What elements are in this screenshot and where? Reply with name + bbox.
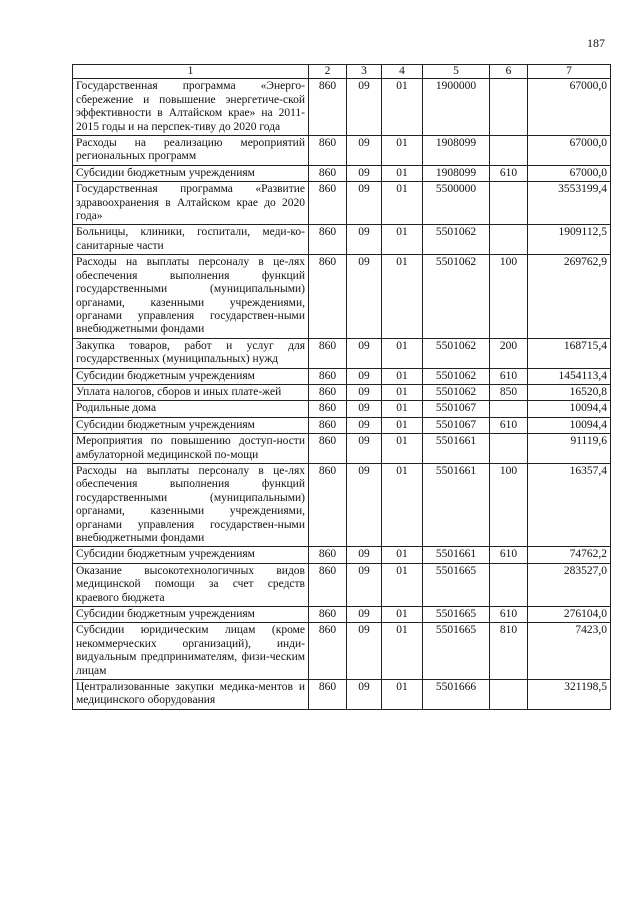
row-code-expense-type: 100 <box>490 255 528 338</box>
row-name: Субсидии бюджетным учреждениям <box>73 547 309 563</box>
table-row <box>73 623 611 680</box>
row-code-gr: 860 <box>309 680 347 710</box>
row-code-subsection: 01 <box>382 79 423 136</box>
row-code-target: 1908099 <box>423 165 490 181</box>
row-code-section: 09 <box>347 607 382 623</box>
row-amount: 1909112,5 <box>528 225 611 255</box>
row-code-subsection: 01 <box>382 434 423 464</box>
row-code-expense-type: 610 <box>490 607 528 623</box>
row-code-subsection: 01 <box>382 165 423 181</box>
row-code-section: 09 <box>347 547 382 563</box>
table-row <box>73 401 611 417</box>
row-amount: 10094,4 <box>528 417 611 433</box>
row-name: Родильные дома <box>73 401 309 417</box>
row-name: Закупка товаров, работ и услуг для государственных (муниципальных) нужд <box>73 338 309 368</box>
row-code-section: 09 <box>347 338 382 368</box>
row-code-section: 09 <box>347 368 382 384</box>
row-code-section: 09 <box>347 417 382 433</box>
row-code-target: 5501665 <box>423 607 490 623</box>
row-name: Субсидии бюджетным учреждениям <box>73 417 309 433</box>
row-code-gr: 860 <box>309 79 347 136</box>
row-code-section: 09 <box>347 136 382 166</box>
row-amount: 67000,0 <box>528 136 611 166</box>
row-name: Субсидии юридическим лицам (кроме некоммерческих организаций), инди-видуальным предпринимателям, физи-ческим лицам <box>73 623 309 680</box>
row-code-subsection: 01 <box>382 417 423 433</box>
header-col-7: 7 <box>528 65 611 79</box>
row-name: Расходы на выплаты персоналу в це-лях обеспечения выполнения функций государственными (муниципальными) органами, казенными учреждениями, органами управления государствен-ными внебюджетными фондами <box>73 463 309 546</box>
header-col-1: 1 <box>73 65 309 79</box>
row-code-target: 5501661 <box>423 463 490 546</box>
row-amount: 67000,0 <box>528 79 611 136</box>
row-code-expense-type <box>490 401 528 417</box>
row-code-section: 09 <box>347 79 382 136</box>
row-code-expense-type <box>490 434 528 464</box>
row-code-expense-type <box>490 79 528 136</box>
row-code-subsection: 01 <box>382 225 423 255</box>
row-amount: 3553199,4 <box>528 182 611 225</box>
table-row <box>73 417 611 433</box>
row-code-section: 09 <box>347 182 382 225</box>
table-row <box>73 225 611 255</box>
row-code-gr: 860 <box>309 607 347 623</box>
row-code-target: 5501062 <box>423 384 490 400</box>
row-code-gr: 860 <box>309 547 347 563</box>
row-code-section: 09 <box>347 463 382 546</box>
row-code-section: 09 <box>347 623 382 680</box>
row-code-subsection: 01 <box>382 547 423 563</box>
row-amount: 168715,4 <box>528 338 611 368</box>
table-row <box>73 338 611 368</box>
row-code-target: 5501062 <box>423 368 490 384</box>
row-name: Уплата налогов, сборов и иных плате-жей <box>73 384 309 400</box>
row-code-target: 1900000 <box>423 79 490 136</box>
row-code-section: 09 <box>347 255 382 338</box>
row-code-gr: 860 <box>309 255 347 338</box>
row-code-subsection: 01 <box>382 338 423 368</box>
row-code-gr: 860 <box>309 182 347 225</box>
table-row <box>73 547 611 563</box>
row-code-subsection: 01 <box>382 384 423 400</box>
header-col-6: 6 <box>490 65 528 79</box>
row-code-gr: 860 <box>309 563 347 606</box>
header-col-3: 3 <box>347 65 382 79</box>
table-row <box>73 563 611 606</box>
row-code-subsection: 01 <box>382 623 423 680</box>
row-name: Централизованные закупки медика-ментов и медицинского оборудования <box>73 680 309 710</box>
row-amount: 10094,4 <box>528 401 611 417</box>
table-row <box>73 136 611 166</box>
row-code-target: 5501665 <box>423 623 490 680</box>
budget-table <box>72 64 611 710</box>
row-amount: 276104,0 <box>528 607 611 623</box>
row-code-section: 09 <box>347 563 382 606</box>
row-code-subsection: 01 <box>382 136 423 166</box>
row-code-target: 1908099 <box>423 136 490 166</box>
row-code-gr: 860 <box>309 165 347 181</box>
table-row <box>73 384 611 400</box>
row-amount: 269762,9 <box>528 255 611 338</box>
table-row <box>73 463 611 546</box>
header-col-2: 2 <box>309 65 347 79</box>
row-code-expense-type: 200 <box>490 338 528 368</box>
row-code-gr: 860 <box>309 384 347 400</box>
row-name: Государственная программа «Энерго-сбережение и повышение энергетиче-ской эффективности в Алтайском крае» на 2011-2015 годы и на перспек-тиву до 2020 года <box>73 79 309 136</box>
table-row <box>73 255 611 338</box>
table-row <box>73 368 611 384</box>
row-code-target: 5501666 <box>423 680 490 710</box>
row-code-expense-type <box>490 225 528 255</box>
row-code-section: 09 <box>347 225 382 255</box>
row-code-target: 5500000 <box>423 182 490 225</box>
row-code-gr: 860 <box>309 368 347 384</box>
row-code-section: 09 <box>347 680 382 710</box>
row-code-subsection: 01 <box>382 607 423 623</box>
row-name: Государственная программа «Развитие здравоохранения в Алтайском крае до 2020 года» <box>73 182 309 225</box>
row-code-section: 09 <box>347 434 382 464</box>
row-code-gr: 860 <box>309 401 347 417</box>
table-row <box>73 182 611 225</box>
row-code-gr: 860 <box>309 338 347 368</box>
table-row <box>73 79 611 136</box>
row-amount: 67000,0 <box>528 165 611 181</box>
table-row <box>73 680 611 710</box>
row-code-target: 5501062 <box>423 225 490 255</box>
row-name: Мероприятия по повышению доступ-ности амбулаторной медицинской по-мощи <box>73 434 309 464</box>
row-code-expense-type <box>490 680 528 710</box>
row-amount: 16357,4 <box>528 463 611 546</box>
row-code-section: 09 <box>347 401 382 417</box>
row-name: Больницы, клиники, госпитали, меди-ко-санитарные части <box>73 225 309 255</box>
row-code-subsection: 01 <box>382 401 423 417</box>
row-code-target: 5501661 <box>423 434 490 464</box>
row-code-expense-type: 610 <box>490 417 528 433</box>
row-code-subsection: 01 <box>382 255 423 338</box>
row-amount: 1454113,4 <box>528 368 611 384</box>
row-code-expense-type <box>490 563 528 606</box>
row-code-expense-type <box>490 182 528 225</box>
row-code-subsection: 01 <box>382 463 423 546</box>
row-code-section: 09 <box>347 384 382 400</box>
header-col-5: 5 <box>423 65 490 79</box>
row-name: Субсидии бюджетным учреждениям <box>73 165 309 181</box>
row-code-expense-type: 610 <box>490 368 528 384</box>
row-code-gr: 860 <box>309 434 347 464</box>
row-amount: 91119,6 <box>528 434 611 464</box>
row-code-target: 5501661 <box>423 547 490 563</box>
row-code-expense-type: 810 <box>490 623 528 680</box>
header-row <box>73 65 611 79</box>
row-name: Расходы на выплаты персоналу в це-лях обеспечения выполнения функций государственными (муниципальными) органами, казенными учреждениями, органами управления государствен-ными внебюджетными фондами <box>73 255 309 338</box>
row-code-target: 5501062 <box>423 338 490 368</box>
row-code-section: 09 <box>347 165 382 181</box>
header-col-4: 4 <box>382 65 423 79</box>
row-name: Оказание высокотехнологичных видов медицинской помощи за счет средств краевого бюджета <box>73 563 309 606</box>
row-name: Расходы на реализацию мероприятий региональных программ <box>73 136 309 166</box>
row-code-expense-type: 610 <box>490 547 528 563</box>
row-code-target: 5501665 <box>423 563 490 606</box>
row-code-expense-type: 850 <box>490 384 528 400</box>
row-code-subsection: 01 <box>382 368 423 384</box>
row-amount: 16520,8 <box>528 384 611 400</box>
row-code-subsection: 01 <box>382 563 423 606</box>
row-code-gr: 860 <box>309 417 347 433</box>
row-amount: 7423,0 <box>528 623 611 680</box>
row-amount: 321198,5 <box>528 680 611 710</box>
table-row <box>73 607 611 623</box>
row-code-gr: 860 <box>309 623 347 680</box>
row-code-target: 5501067 <box>423 417 490 433</box>
page-number: 187 <box>587 36 605 50</box>
row-code-expense-type: 100 <box>490 463 528 546</box>
row-code-subsection: 01 <box>382 680 423 710</box>
row-code-gr: 860 <box>309 225 347 255</box>
row-code-expense-type <box>490 136 528 166</box>
row-code-expense-type: 610 <box>490 165 528 181</box>
table-row <box>73 434 611 464</box>
row-name: Субсидии бюджетным учреждениям <box>73 607 309 623</box>
row-amount: 283527,0 <box>528 563 611 606</box>
row-amount: 74762,2 <box>528 547 611 563</box>
table-row <box>73 165 611 181</box>
row-code-target: 5501062 <box>423 255 490 338</box>
row-name: Субсидии бюджетным учреждениям <box>73 368 309 384</box>
row-code-subsection: 01 <box>382 182 423 225</box>
row-code-target: 5501067 <box>423 401 490 417</box>
table-body <box>73 79 611 709</box>
row-code-gr: 860 <box>309 463 347 546</box>
row-code-gr: 860 <box>309 136 347 166</box>
